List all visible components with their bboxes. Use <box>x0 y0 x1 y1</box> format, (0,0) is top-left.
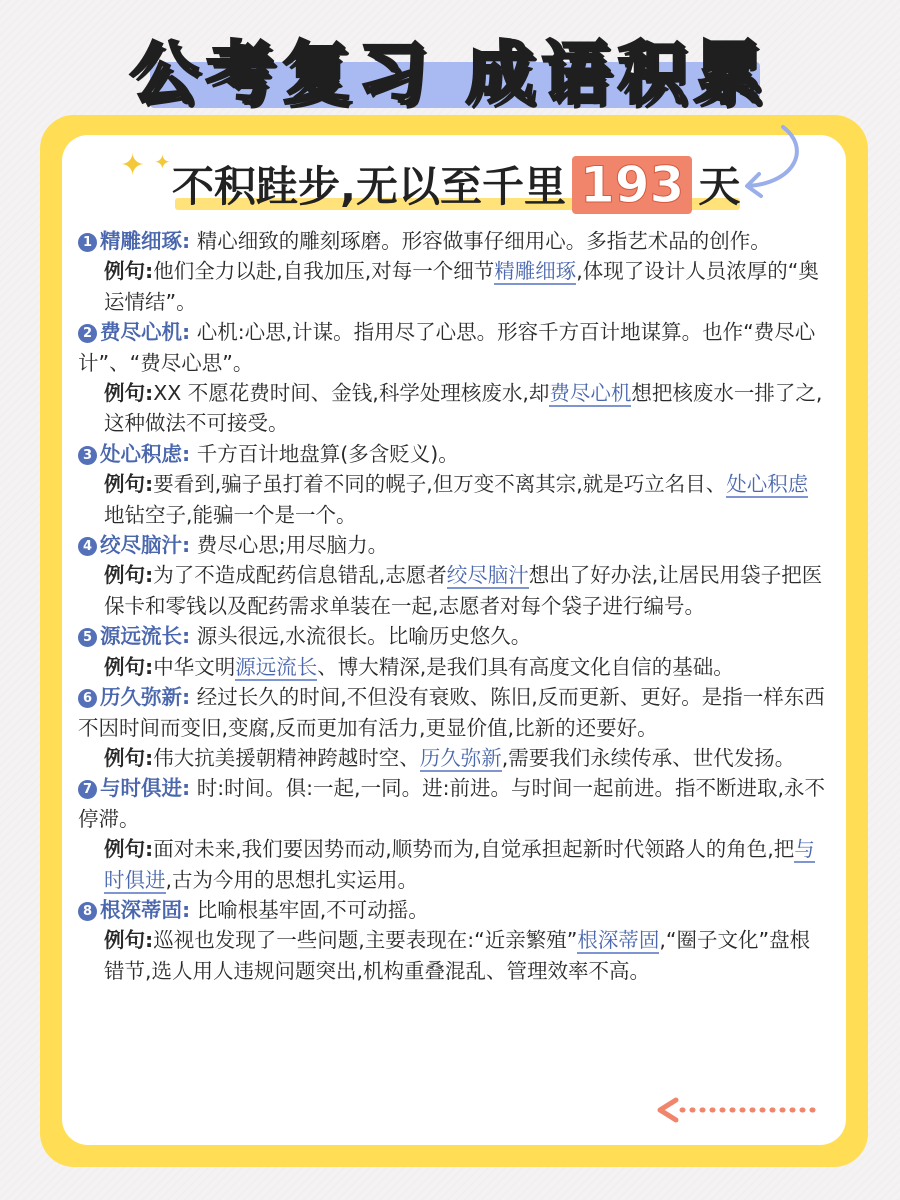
page-title: 公考复习 成语积累 <box>130 35 770 114</box>
number-badge: 4 <box>78 537 97 556</box>
highlighted-idiom: 历久弥新 <box>419 745 502 770</box>
example-sentence <box>78 256 828 317</box>
number-badge: 1 <box>78 233 97 252</box>
idiom-definition <box>78 439 828 469</box>
example-label: 例句: <box>104 381 154 406</box>
idiom-term: 根深蒂固: <box>100 897 191 922</box>
definition-text: 精心细致的雕刻琢磨。形容做事仔细用心。多指艺术品的创作。 <box>196 229 771 253</box>
definition-text: 千方百计地盘算(多含贬义)。 <box>196 441 459 466</box>
definition-text: 费尽心思;用尽脑力。 <box>196 533 389 558</box>
example-text: XX 不愿花费时间、金钱,科学处理核废水,却 <box>153 381 550 406</box>
example-text-end: 地钻空子,能骗一个是一个。 <box>104 502 357 527</box>
example-label: 例句: <box>104 563 154 588</box>
definition-text: 心机:心思,计谋。指用尽了心思。形容千方百计地谋算。也作“费尽心计”、“费尽心思”。 <box>78 320 816 375</box>
idiom-definition <box>78 530 828 560</box>
number-badge: 2 <box>78 324 97 343</box>
number-badge: 8 <box>78 902 97 921</box>
example-sentence <box>78 560 828 621</box>
example-text: 巡视也发现了一些问题,主要表现在:“近亲繁殖” <box>153 928 578 953</box>
number-badge: 5 <box>78 628 97 647</box>
idiom-term: 费尽心机: <box>100 320 191 345</box>
highlighted-idiom: 与时俱进 <box>104 837 815 892</box>
day-count-badge: 193 <box>572 156 692 214</box>
number-badge: 7 <box>78 780 97 799</box>
dotted-arrow-icon <box>652 1095 822 1125</box>
highlighted-idiom: 处心积虑 <box>726 472 809 497</box>
idiom-definition <box>78 895 828 925</box>
idiom-term: 源远流长: <box>100 624 191 649</box>
curved-arrow-icon <box>735 122 805 202</box>
highlighted-idiom: 绞尽脑汁 <box>446 563 529 588</box>
example-text-end: 想把核废水一排了之,这种做法不可接受。 <box>104 381 823 436</box>
definition-text: 源头很远,水流很长。比喻历史悠久。 <box>196 624 532 649</box>
subtitle <box>172 152 740 214</box>
idiom-term: 处心积虑: <box>100 441 191 466</box>
example-sentence <box>78 834 828 895</box>
sparkle-icon: ✦ <box>120 148 146 183</box>
example-label: 例句: <box>104 472 154 497</box>
example-text: 为了不造成配药信息错乱,志愿者 <box>153 563 447 588</box>
idiom-definition <box>78 682 828 743</box>
example-sentence <box>78 378 828 439</box>
definition-text: 时:时间。俱:一起,一同。进:前进。与时间一起前进。指不断进取,永不停滞。 <box>78 776 825 831</box>
number-badge: 6 <box>78 689 97 708</box>
example-text-end: ,体现了设计人员浓厚的“奥运情结”。 <box>104 259 819 314</box>
idiom-term: 绞尽脑汁: <box>100 533 191 558</box>
idiom-definition <box>78 226 828 256</box>
idiom-term: 与时俱进: <box>100 776 191 801</box>
highlighted-idiom: 源远流长 <box>235 654 318 679</box>
idiom-term: 历久弥新: <box>100 685 191 710</box>
idiom-definition <box>78 773 828 834</box>
example-text-end: ,古为今用的思想扎实运用。 <box>165 867 419 892</box>
highlighted-idiom: 根深蒂固 <box>577 928 660 953</box>
example-text: 中华文明 <box>153 654 236 679</box>
definition-text: 比喻根基牢固,不可动摇。 <box>196 897 429 922</box>
example-label: 例句: <box>104 745 154 770</box>
example-text: 要看到,骗子虽打着不同的幌子,但万变不离其宗,就是巧立名目、 <box>153 472 727 497</box>
example-text-end: ,需要我们永续传承、世代发扬。 <box>501 745 796 770</box>
idiom-term: 精雕细琢: <box>100 229 191 253</box>
example-sentence <box>78 925 828 986</box>
example-label: 例句: <box>104 654 154 679</box>
example-text: 面对未来,我们要因势而动,顺势而为,自觉承担起新时代领路人的角色,把 <box>153 837 795 862</box>
example-label: 例句: <box>104 259 154 284</box>
example-label: 例句: <box>104 837 154 862</box>
example-text-end: 、博大精深,是我们具有高度文化自信的基础。 <box>317 654 734 679</box>
example-text: 他们全力以赴,自我加压,对每一个细节 <box>153 259 495 284</box>
subtitle-suffix: 天 <box>698 162 741 211</box>
idiom-list <box>78 226 828 986</box>
definition-text: 经过长久的时间,不但没有衰败、陈旧,反而更新、更好。是指一样东西不因时间而变旧,变腐,反而更加有活力,更显价值,比新的还要好。 <box>78 685 825 740</box>
number-badge: 3 <box>78 446 97 465</box>
example-sentence <box>78 469 828 530</box>
example-text-end: ,“圈子文化”盘根错节,选人用人违规问题突出,机构重叠混乱、管理效率不高。 <box>104 928 811 983</box>
subtitle-text: 不积跬步,无以至千里 <box>172 162 566 211</box>
example-sentence <box>78 652 828 682</box>
highlighted-idiom: 费尽心机 <box>549 381 632 406</box>
highlighted-idiom: 精雕细琢 <box>494 259 577 284</box>
example-label: 例句: <box>104 928 154 953</box>
example-text: 伟大抗美援朝精神跨越时空、 <box>153 745 420 770</box>
idiom-definition <box>78 621 828 651</box>
idiom-definition <box>78 317 828 378</box>
example-sentence <box>78 743 828 773</box>
example-text-end: 想出了好办法,让居民用袋子把医保卡和零钱以及配药需求单装在一起,志愿者对每个袋子进行编号。 <box>104 563 823 618</box>
sparkle-small-icon: ✦ <box>154 150 171 174</box>
